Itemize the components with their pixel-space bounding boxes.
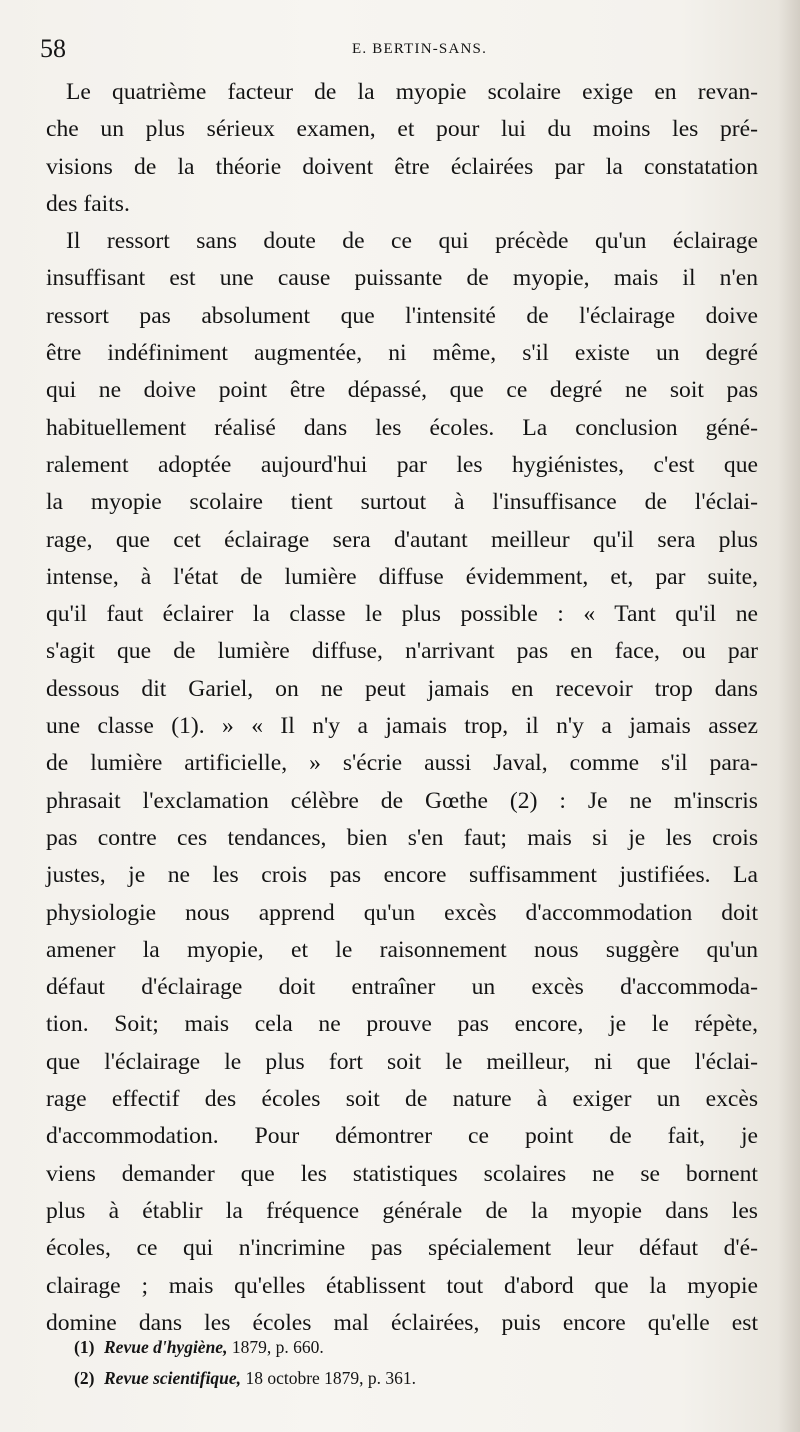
text-line: phrasait l'exclamation célèbre de Gœthe (2) : Je ne m'inscris <box>46 787 758 814</box>
footnote-2 <box>74 1363 714 1394</box>
text-line: ralement adoptée aujourd'hui par les hygiénistes, c'est que <box>46 451 758 478</box>
text-line: visions de la théorie doivent être éclairées par la constatation <box>46 153 758 180</box>
text-line: la myopie scolaire tient surtout à l'insuffisance de l'éclai- <box>46 489 758 516</box>
text-line: défaut d'éclairage doit entraîner un excès d'accommoda- <box>46 974 758 1001</box>
text-line: intense, à l'état de lumière diffuse évidemment, et, par suite, <box>46 563 758 590</box>
text-line: écoles, ce qui n'incrimine pas spécialement leur défaut d'é- <box>46 1235 758 1262</box>
footnote-marker: (2) <box>74 1368 95 1388</box>
text-line: insuffisant est une cause puissante de myopie, mais il n'en <box>46 265 758 292</box>
text-line: une classe (1). » « Il n'y a jamais trop, il n'y a jamais assez <box>46 713 758 740</box>
text-line: habituellement réalisé dans les écoles. La conclusion géné- <box>46 414 758 441</box>
text-line: qui ne doive point être dépassé, que ce degré ne soit pas <box>46 377 758 404</box>
footnote-marker: (1) <box>74 1337 95 1357</box>
footnote-details: 1879, p. 660. <box>227 1337 324 1357</box>
running-head: E. BERTIN-SANS. <box>352 41 488 57</box>
text-line: Le quatrième facteur de la myopie scolaire exige en revan- <box>66 79 758 105</box>
body-text <box>46 74 758 1342</box>
text-line: che un plus sérieux examen, et pour lui du moins les pré- <box>46 116 758 143</box>
footnote-journal: Revue scientifique, <box>104 1368 242 1388</box>
text-line: rage, que cet éclairage sera d'autant meilleur qu'il sera plus <box>46 526 758 553</box>
text-line: justes, je ne les crois pas encore suffisamment justifiées. La <box>46 862 758 889</box>
page-header <box>40 32 760 62</box>
text-line: rage effectif des écoles soit de nature à exiger un excès <box>46 1086 758 1113</box>
text-line: tion. Soit; mais cela ne prouve pas encore, je le répète, <box>46 1011 758 1038</box>
text-line: de lumière artificielle, » s'écrie aussi Javal, comme s'il para- <box>46 750 758 777</box>
text-line: physiologie nous apprend qu'un excès d'accommodation doit <box>46 899 758 926</box>
text-line: plus à établir la fréquence générale de la myopie dans les <box>46 1197 758 1224</box>
text-line: que l'éclairage le plus fort soit le meilleur, ni que l'éclai- <box>46 1048 758 1075</box>
text-line: viens demander que les statistiques scolaires ne se bornent <box>46 1160 758 1187</box>
text-line: dessous dit Gariel, on ne peut jamais en recevoir trop dans <box>46 675 758 702</box>
footnote-journal: Revue d'hygiène, <box>104 1337 228 1357</box>
footnote-details: 18 octobre 1879, p. 361. <box>241 1368 417 1388</box>
footnotes <box>74 1332 714 1394</box>
text-line: clairage ; mais qu'elles établissent tout d'abord que la myopie <box>46 1272 758 1299</box>
text-line: domine dans les écoles mal éclairées, puis encore qu'elle est <box>46 1309 758 1336</box>
text-line: des faits. <box>46 190 130 217</box>
text-line: ressort pas absolument que l'intensité de l'éclairage doive <box>46 302 758 329</box>
footnote-1 <box>74 1332 714 1363</box>
text-line: s'agit que de lumière diffuse, n'arrivant pas en face, ou par <box>46 638 758 665</box>
text-line: pas contre ces tendances, bien s'en faut; mais si je les crois <box>46 824 758 851</box>
text-line: d'accommodation. Pour démontrer ce point de fait, je <box>46 1123 758 1150</box>
text-line: amener la myopie, et le raisonnement nous suggère qu'un <box>46 936 758 963</box>
page-edge-shadow <box>778 0 800 1432</box>
text-line: être indéfiniment augmentée, ni même, s'il existe un degré <box>46 340 758 367</box>
text-line: Il ressort sans doute de ce qui précède qu'un éclairage <box>66 228 758 255</box>
page-number: 58 <box>40 34 66 63</box>
text-line: qu'il faut éclairer la classe le plus possible : « Tant qu'il ne <box>46 601 758 628</box>
